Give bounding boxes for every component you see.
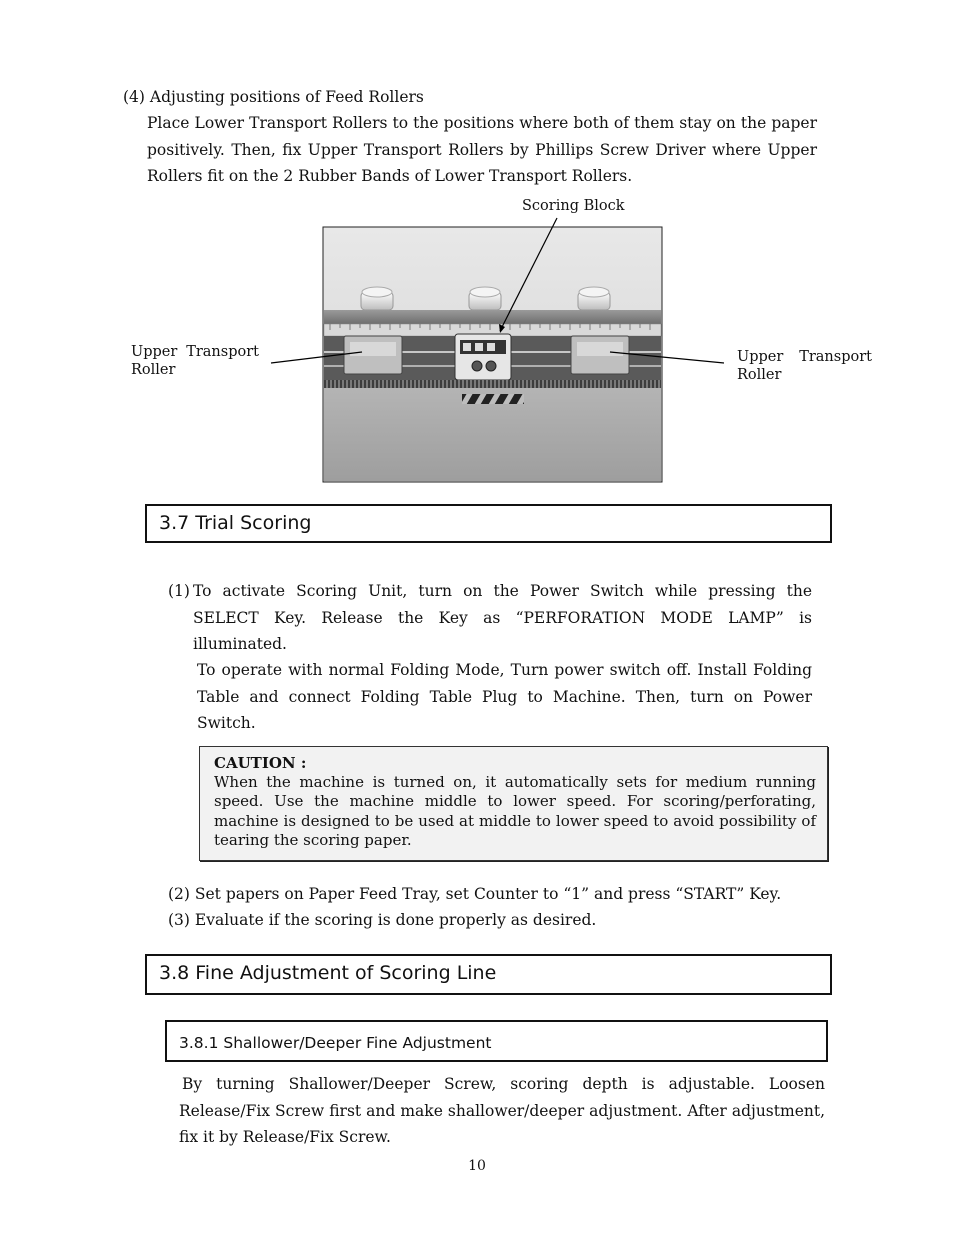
caution-text: When the machine is turned on, it automatically sets for medium running speed. Use the machine middle to lower speed. For scoring/perforating, machine is designed to be used at middle to lower speed to avoid possibility of tearing the scoring paper. xyxy=(214,773,816,849)
section-3-8-header-box xyxy=(145,954,832,995)
folding-mode-note: To operate with normal Folding Mode, Turn power switch off. Install Folding Table and connect Folding Table Plug to Machine. Then, turn on Power Switch. xyxy=(197,661,812,732)
step-1-number: (1) xyxy=(168,582,190,600)
section-3-7-title: 3.7 Trial Scoring xyxy=(159,512,312,534)
section-3-7-header-box xyxy=(145,504,832,543)
knob-right xyxy=(578,287,610,310)
caution-box xyxy=(199,746,828,861)
feed-teeth xyxy=(324,380,661,388)
section-3-8-1-title: 3.8.1 Shallower/Deeper Fine Adjustment xyxy=(179,1034,492,1052)
section-3-8-title: 3.8 Fine Adjustment of Scoring Line xyxy=(159,962,497,984)
roller-bracket-left xyxy=(344,336,402,374)
page-number: 10 xyxy=(468,1158,486,1174)
upper-bar xyxy=(324,310,661,324)
section-4-paragraph: Place Lower Transport Rollers to the positions where both of them stay on the paper positively. Then, fix Upper Transport Rollers by Phillips Screw Driver where Upper Rollers fit on the 2 Rubber Bands of Lower Transport Rollers. xyxy=(147,114,817,185)
label-left-word-upper: Upper xyxy=(131,344,178,360)
step-3-text: (3) Evaluate if the scoring is done properly as desired. xyxy=(168,911,597,929)
label-left-word-transport: Transport xyxy=(186,344,259,360)
knob-center xyxy=(469,287,501,310)
step-2-text: (2) Set papers on Paper Feed Tray, set Counter to “1” and press “START” Key. xyxy=(168,885,782,903)
step-1-text: To activate Scoring Unit, turn on the Power Switch while pressing the SELECT Key. Release the Key as “PERFORATION MODE LAMP” is illuminated. xyxy=(193,582,812,653)
label-scoring-block: Scoring Block xyxy=(522,198,625,214)
section-3-8-1-header-box xyxy=(165,1020,828,1062)
roller-bracket-right xyxy=(571,336,629,374)
section-3-8-1-paragraph: By turning Shallower/Deeper Screw, scoring depth is adjustable. Loosen Release/Fix Screw first and make shallower/deeper adjustment. After adjustment, fix it by Release/Fix Screw. xyxy=(179,1075,825,1146)
hazard-stripe xyxy=(462,394,524,404)
scoring-block xyxy=(455,334,511,380)
section-4-heading: (4) Adjusting positions of Feed Rollers xyxy=(123,88,424,106)
knob-left xyxy=(361,287,393,310)
label-right-word-transport: Transport xyxy=(799,349,872,365)
caution-title: CAUTION : xyxy=(214,754,307,772)
label-left-word-roller: Roller xyxy=(131,362,176,378)
label-right-word-roller: Roller xyxy=(737,367,782,383)
label-right-word-upper: Upper xyxy=(737,349,784,365)
figure-photo xyxy=(0,0,954,500)
